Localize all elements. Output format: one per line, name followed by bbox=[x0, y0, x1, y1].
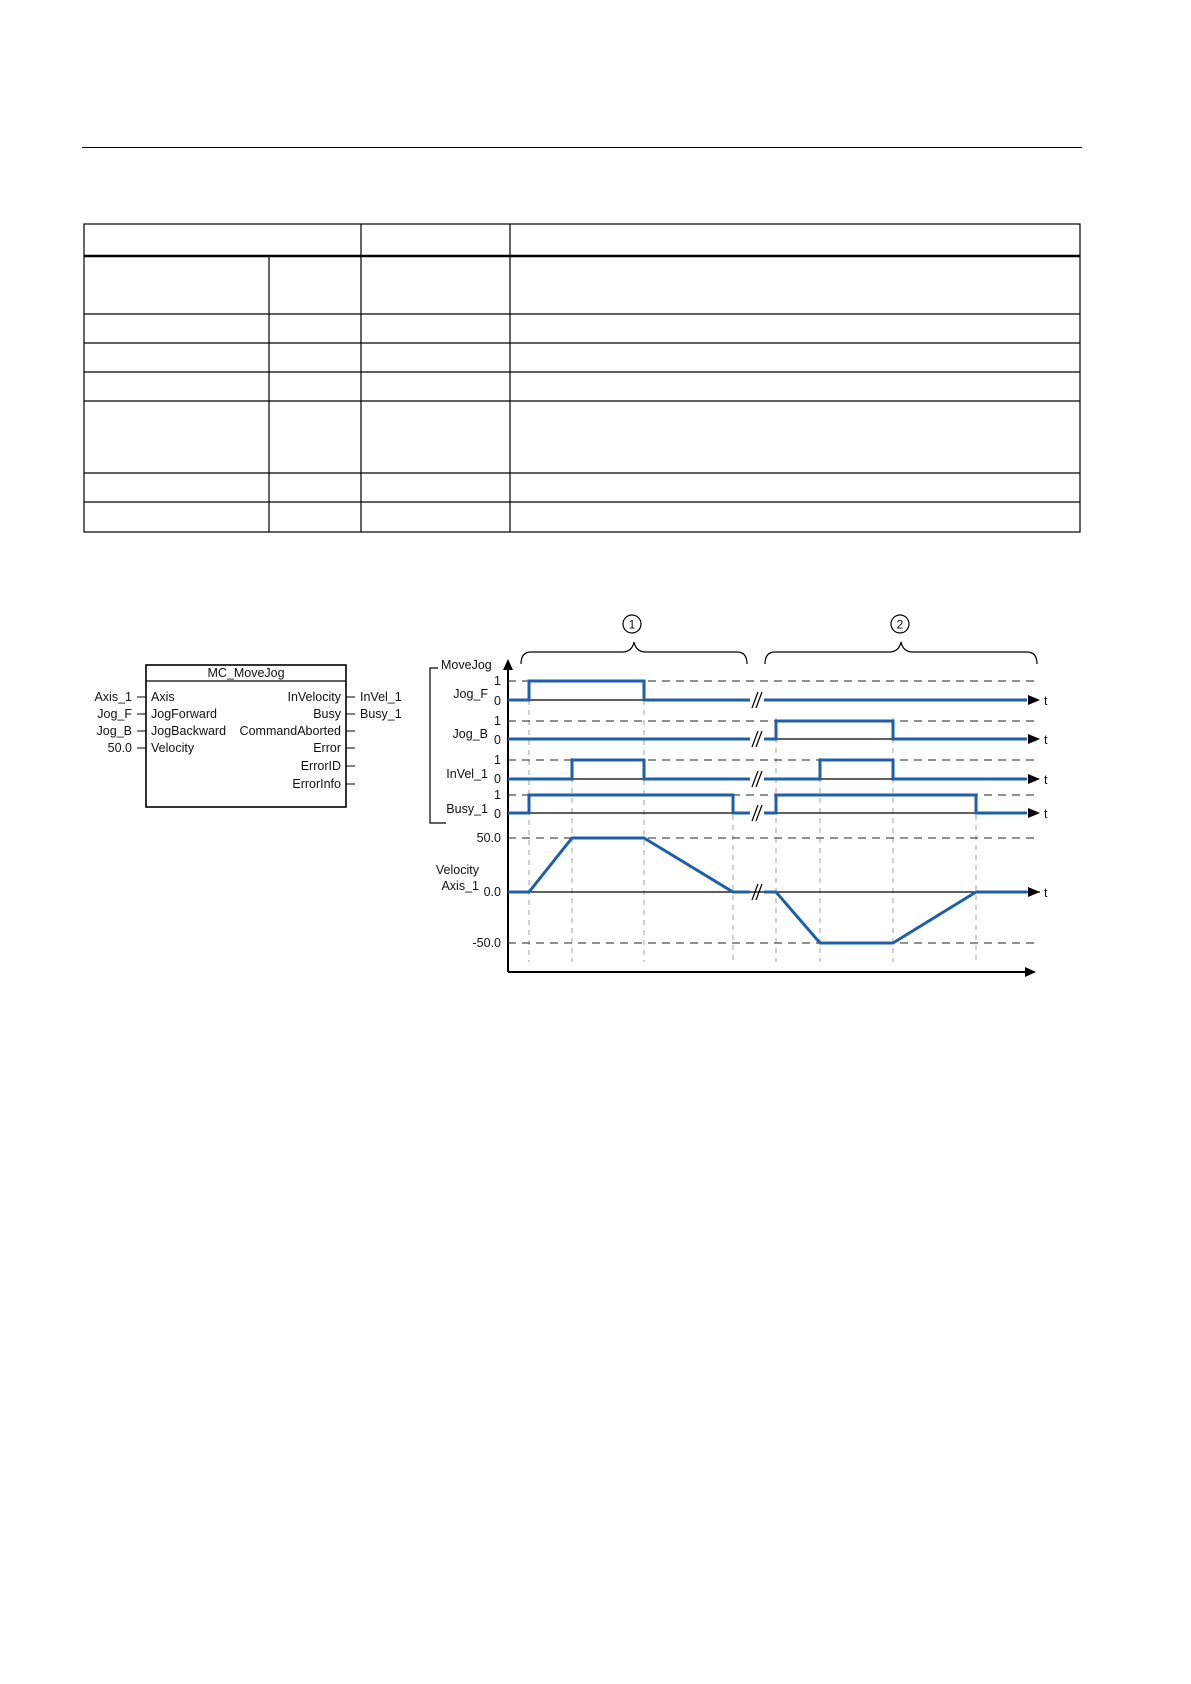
bottom-axis-arrow bbox=[1025, 967, 1036, 977]
input-actual-jogbackward: Jog_B bbox=[96, 724, 132, 738]
output-pin-invelocity: InVelocity bbox=[287, 690, 341, 704]
input-actual-axis: Axis_1 bbox=[94, 690, 132, 704]
t-label-invel-1: t bbox=[1044, 773, 1048, 787]
jog-f-waveform bbox=[508, 681, 1027, 700]
jog-b-waveform bbox=[508, 721, 1027, 739]
busy-1-waveform bbox=[508, 795, 1027, 813]
y-axis-arrow bbox=[503, 659, 513, 670]
output-actual-busy: Busy_1 bbox=[360, 707, 402, 721]
level-high-busy-1: 1 bbox=[494, 788, 501, 802]
input-pin-jogbackward: JogBackward bbox=[151, 724, 227, 738]
output-actual-invelocity: InVel_1 bbox=[360, 690, 402, 704]
level-low-jog-b: 0 bbox=[494, 733, 501, 747]
input-pin-velocity: Velocity bbox=[151, 741, 195, 755]
t-label-jog-f: t bbox=[1044, 694, 1048, 708]
velocity-label-line2: Axis_1 bbox=[441, 879, 479, 893]
block-title: MC_MoveJog bbox=[207, 666, 285, 680]
t-label-jog-b: t bbox=[1044, 733, 1048, 747]
signal-label-invel-1: InVel_1 bbox=[446, 767, 488, 781]
signal-label-busy-1: Busy_1 bbox=[446, 802, 488, 816]
output-pin-errorid: ErrorID bbox=[300, 759, 341, 773]
t-label-busy-1: t bbox=[1044, 807, 1048, 821]
velocity-waveform bbox=[508, 838, 1027, 943]
signal-label-jog-b: Jog_B bbox=[452, 727, 488, 741]
movejog-bracket bbox=[430, 668, 446, 823]
timing-diagram bbox=[430, 615, 1048, 977]
input-actual-velocity: 50.0 bbox=[107, 741, 132, 755]
input-pin-axis: Axis bbox=[151, 690, 175, 704]
input-pin-jogforward: JogForward bbox=[151, 707, 217, 721]
velocity-min-label: -50.0 bbox=[472, 936, 501, 950]
invel-1-waveform bbox=[508, 760, 1027, 779]
level-high-jog-b: 1 bbox=[494, 714, 501, 728]
function-block bbox=[94, 665, 401, 807]
level-low-busy-1: 0 bbox=[494, 807, 501, 821]
output-pin-busy: Busy bbox=[313, 707, 341, 721]
velocity-zero-label: 0.0 bbox=[483, 885, 501, 899]
time-break-markers bbox=[752, 692, 762, 900]
level-high-jog-f: 1 bbox=[494, 674, 501, 688]
row-arrows bbox=[1028, 695, 1040, 897]
output-pin-error: Error bbox=[313, 741, 341, 755]
t-label-velocity: t bbox=[1044, 886, 1048, 900]
callout-2-label: 2 bbox=[896, 617, 904, 632]
brace-phase-2 bbox=[765, 642, 1037, 664]
parameter-table bbox=[84, 224, 1080, 532]
level-low-invel-1: 0 bbox=[494, 772, 501, 786]
group-label: MoveJog bbox=[441, 658, 492, 672]
output-pin-errorinfo: ErrorInfo bbox=[292, 777, 341, 791]
velocity-label-line1: Velocity bbox=[435, 863, 479, 877]
input-actual-jogforward: Jog_F bbox=[97, 707, 132, 721]
callout-1-label: 1 bbox=[628, 617, 636, 632]
level-high-invel-1: 1 bbox=[494, 753, 501, 767]
table-frame bbox=[84, 224, 1080, 532]
level-low-jog-f: 0 bbox=[494, 694, 501, 708]
output-pin-commandaborted: CommandAborted bbox=[239, 724, 341, 738]
velocity-max-label: 50.0 bbox=[476, 831, 501, 845]
brace-phase-1 bbox=[521, 642, 747, 664]
signal-label-jog-f: Jog_F bbox=[453, 687, 488, 701]
